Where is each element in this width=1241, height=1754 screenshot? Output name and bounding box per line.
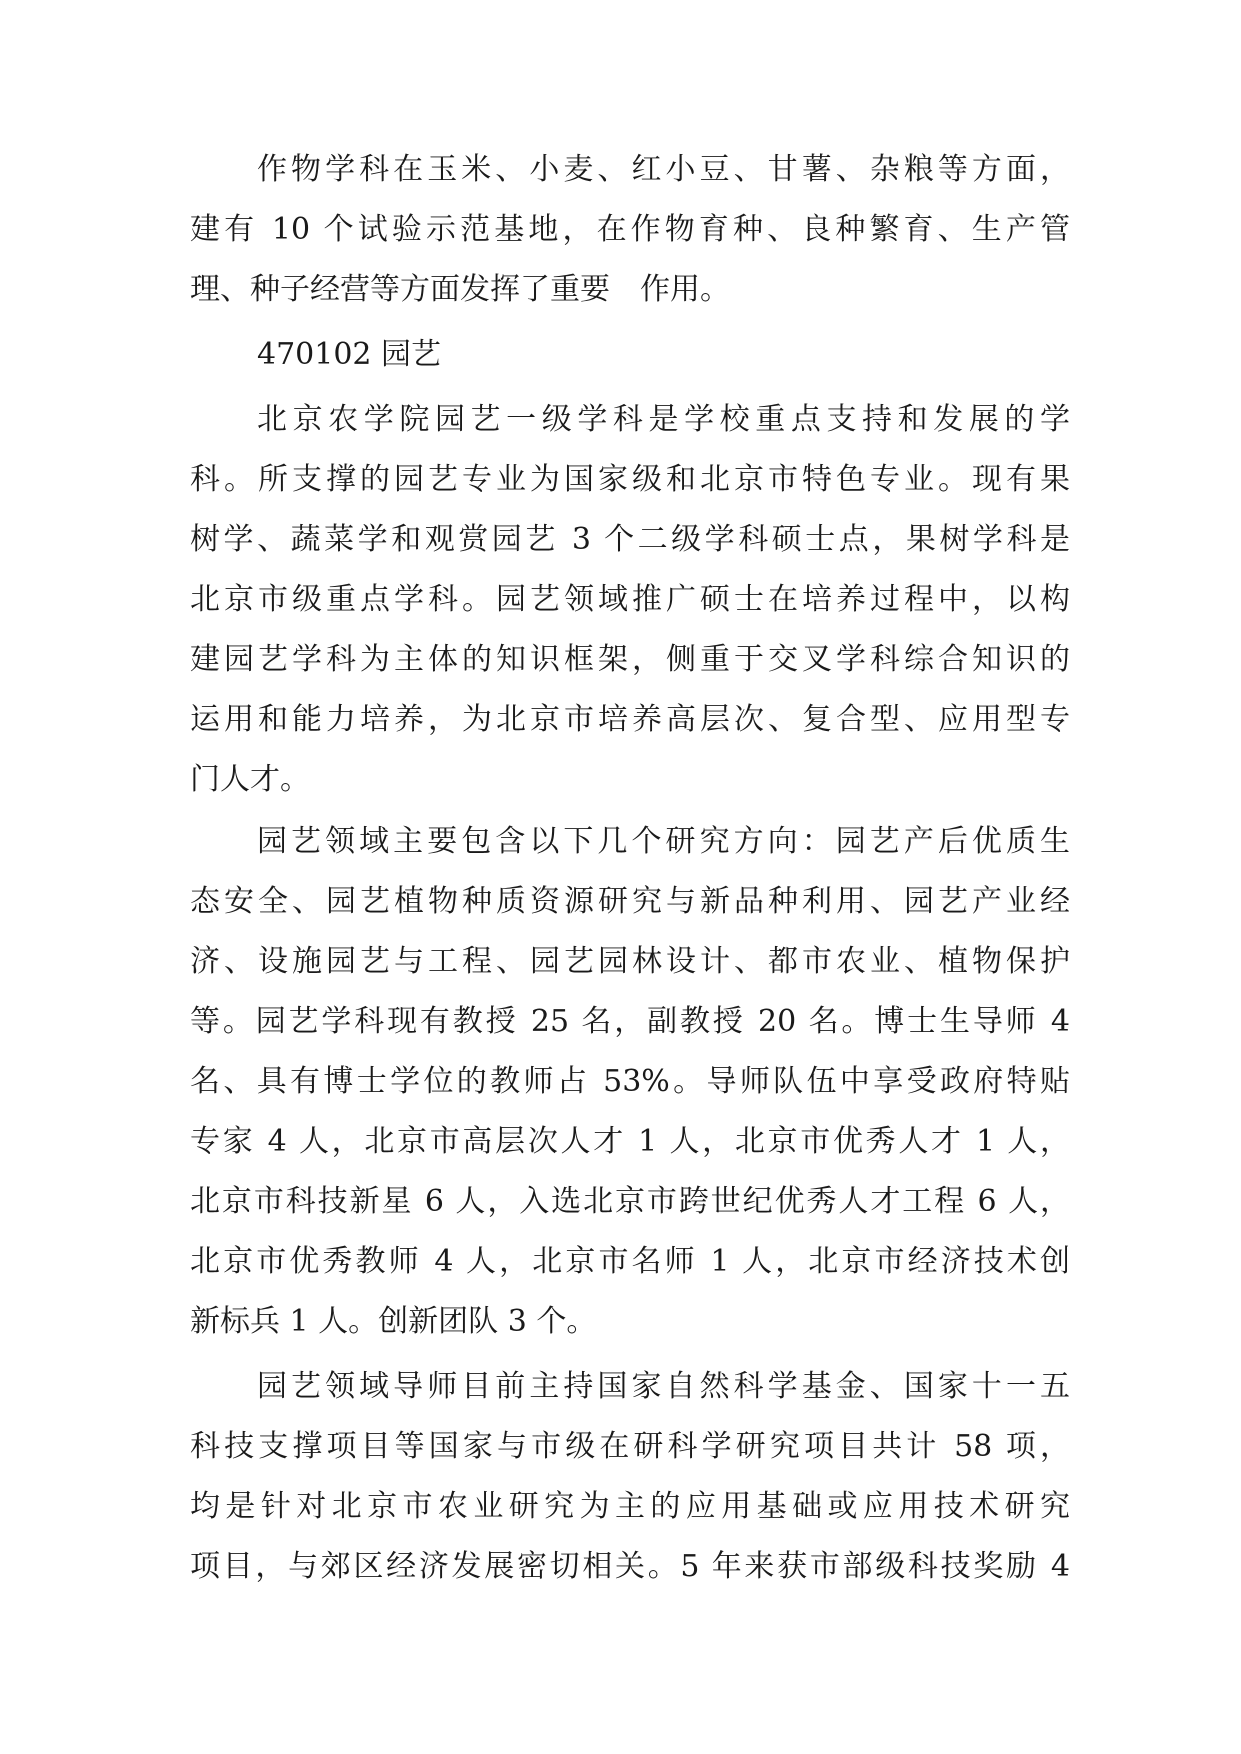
paragraph-line: 建园艺学科为主体的知识框架，侧重于交叉学科综合知识的 bbox=[190, 642, 1070, 677]
paragraph-line: 运用和能力培养，为北京市培养高层次、复合型、应用型专 bbox=[190, 702, 1070, 737]
paragraph-line: 园艺领域导师目前主持国家自然科学基金、国家十一五 bbox=[257, 1369, 1070, 1404]
paragraph-line: 名、具有博士学位的教师占 53%。导师队伍中享受政府特贴 bbox=[190, 1064, 1070, 1099]
paragraph-line: 作物学科在玉米、小麦、红小豆、甘薯、杂粮等方面， bbox=[257, 152, 1070, 187]
paragraph-line: 科。所支撑的园艺专业为国家级和北京市特色专业。现有果 bbox=[190, 462, 1070, 497]
paragraph-line: 均是针对北京市农业研究为主的应用基础或应用技术研究 bbox=[190, 1489, 1070, 1524]
paragraph-line: 济、设施园艺与工程、园艺园林设计、都市农业、植物保护 bbox=[190, 944, 1070, 979]
paragraph-line: 北京市级重点学科。园艺领域推广硕士在培养过程中，以构 bbox=[190, 582, 1070, 617]
paragraph-line: 园艺领域主要包含以下几个研究方向：园艺产后优质生 bbox=[257, 824, 1070, 859]
paragraph-line: 态安全、园艺植物种质资源研究与新品种利用、园艺产业经 bbox=[190, 884, 1070, 919]
paragraph-line: 北京农学院园艺一级学科是学校重点支持和发展的学 bbox=[257, 402, 1070, 437]
paragraph-line: 等。园艺学科现有教授 25 名，副教授 20 名。博士生导师 4 bbox=[190, 1004, 1070, 1039]
paragraph-line: 项目，与郊区经济发展密切相关。5 年来获市部级科技奖励 4 bbox=[190, 1549, 1070, 1584]
paragraph-line: 北京市优秀教师 4 人，北京市名师 1 人，北京市经济技术创 bbox=[190, 1244, 1070, 1279]
paragraph-line: 树学、蔬菜学和观赏园艺 3 个二级学科硕士点，果树学科是 bbox=[190, 522, 1070, 557]
paragraph-line: 北京市科技新星 6 人，入选北京市跨世纪优秀人才工程 6 人， bbox=[190, 1184, 1070, 1219]
paragraph-line: 门人才。 bbox=[190, 762, 310, 797]
section-heading: 470102 园艺 bbox=[257, 337, 442, 372]
paragraph-line: 理、种子经营等方面发挥了重要 作用。 bbox=[190, 272, 730, 307]
paragraph-line: 科技支撑项目等国家与市级在研科学研究项目共计 58 项， bbox=[190, 1429, 1070, 1464]
paragraph-line: 专家 4 人，北京市高层次人才 1 人，北京市优秀人才 1 人， bbox=[190, 1124, 1070, 1159]
paragraph-line: 建有 10 个试验示范基地，在作物育种、良种繁育、生产管 bbox=[190, 212, 1070, 247]
paragraph-line: 新标兵 1 人。创新团队 3 个。 bbox=[190, 1304, 597, 1339]
